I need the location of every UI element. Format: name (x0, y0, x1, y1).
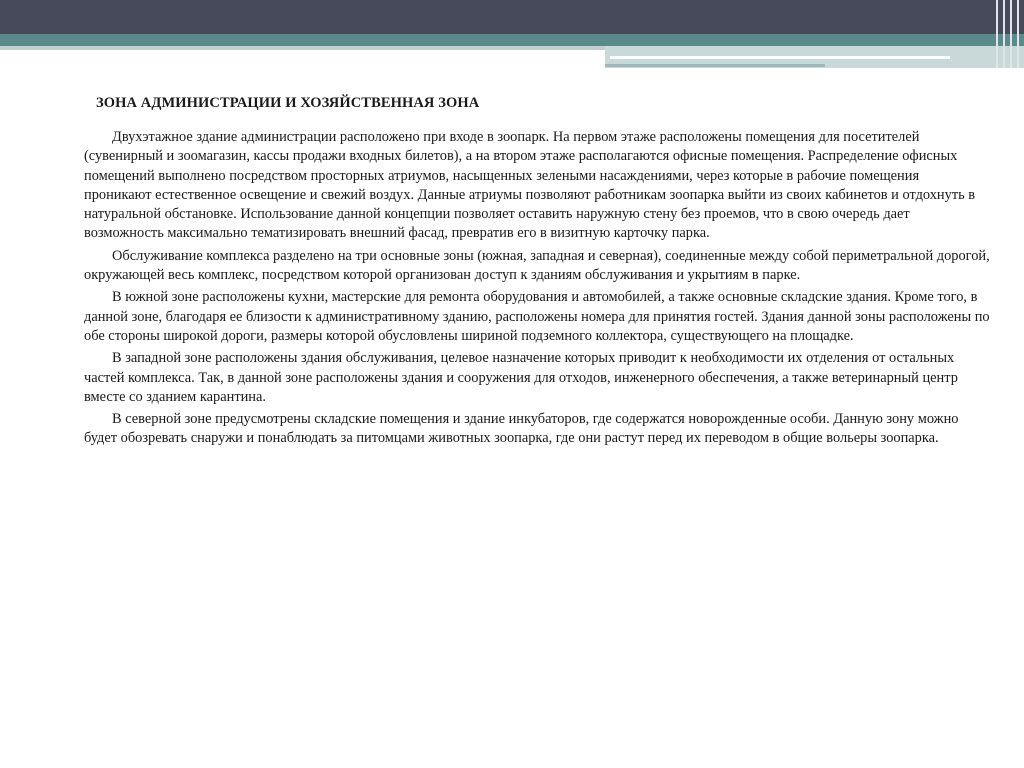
header-accent-line-short (605, 64, 825, 67)
paragraph-administration: Двухэтажное здание администрации расположено при входе в зоопарк. На первом этаже расположены помещения для посетителей (сувенирный и зоомагазин, кассы продажи входных билетов), а на втором этаже располагаются офисные помещения. Распределение офисных помещений выполнено посредством просторных атриумов, насыщенных зелеными насаждениями, через которые в рабочие помещения проникают естественное освещение и свежий воздух. Данные атриумы позволяют работникам зоопарка выйти из своих кабинетов и отдохнуть в натуральной обстановке. Использование данной концепции позволяет оставить наружную стену без проемов, что в свою очередь дает возможность максимально тематизировать внешний фасад, превратив его в визитную карточку парка. (84, 129, 976, 242)
decorative-stripe (996, 0, 998, 68)
decorative-stripe (1010, 0, 1012, 68)
slide-heading: ЗОНА АДМИНИСТРАЦИИ И ХОЗЯЙСТВЕННАЯ ЗОНА (96, 95, 480, 111)
decorative-stripe (1003, 0, 1005, 68)
header-band (0, 0, 1024, 34)
paragraph-west-zone: В западной зоне расположены здания обслуживания, целевое назначение которых приводит к необходимости их отделения от остальных частей комплекса. Так, в данной зоне расположены здания и сооружения для отходов, инженерного обеспечения, а также ветеринарный центр вместе со зданием карантина. (84, 350, 958, 405)
paragraph-south-zone: В южной зоне расположены кухни, мастерские для ремонта оборудования и автомобилей, а также основные складские здания. Кроме того, в данной зоне, благодаря ее близости к административному зданию, расположены номера для принятия гостей. Здания данной зоны расположены по обе стороны широкой дороги, размеры которой обусловлены шириной подземного коллектора, существующего на площадке. (84, 289, 990, 344)
decorative-stripe (1017, 0, 1019, 68)
slide-content (84, 94, 990, 452)
paragraph-north-zone: В северной зоне предусмотрены складские помещения и здание инкубаторов, где содержатся новорожденные особи. Данную зону можно будет обозревать снаружи и понаблюдать за питомцами животных зоопарка, где они растут перед их переводом в общие вольеры зоопарка. (84, 411, 959, 447)
header-accent-line (610, 56, 950, 59)
header-accent-band (0, 34, 1024, 46)
paragraph-service-zones: Обслуживание комплекса разделено на три основные зоны (южная, западная и северная), соединенные между собой периметральной дорогой, окружающей весь комплекс, посредством которой организован доступ к зданиям обслуживания и укрытиям в парке. (84, 247, 990, 284)
